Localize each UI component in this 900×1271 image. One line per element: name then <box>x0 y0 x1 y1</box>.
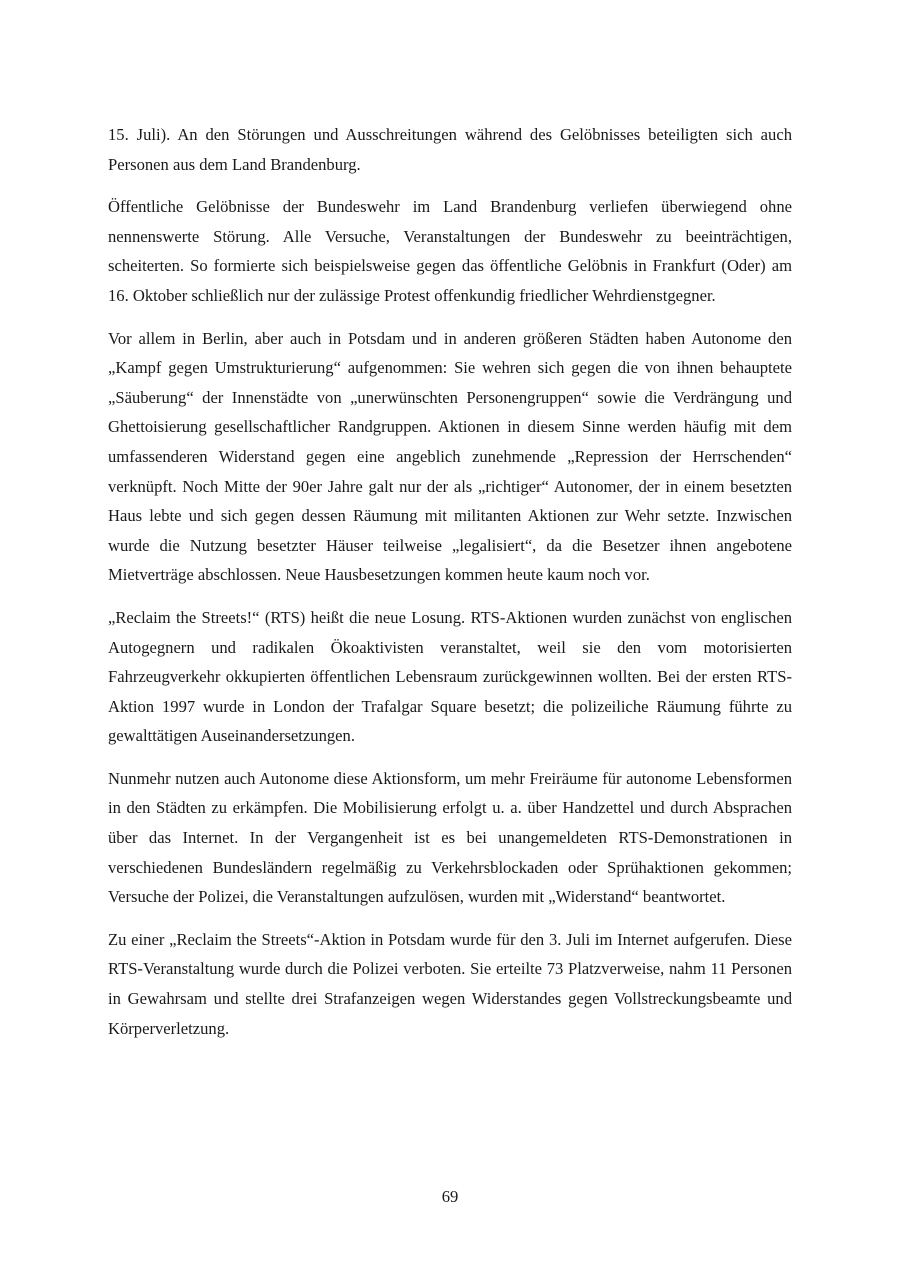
document-body <box>108 120 792 1056</box>
paragraph-rts-potsdam: Zu einer „Reclaim the Streets“-Aktion in Potsdam wurde für den 3. Juli im Internet aufgerufen. Diese RTS-Veranstaltung wurde durch die Polizei verboten. Sie erteilte 73 Platzverweise, nahm 11 Personen in Gewahrsam und stellte drei Strafanzeigen wegen Widerstandes gegen Vollstreckungsbeamte und Körperverletzung. <box>108 929 792 1038</box>
paragraph-umstrukturierung: Vor allem in Berlin, aber auch in Potsdam und in anderen größeren Städten haben Autonome den „Kampf gegen Umstrukturierung“ aufgenommen: Sie wehren sich gegen die von ihnen behauptete „Säuberung“ der Innenstädte von „unerwünschten Personengruppen“ sowie die Verdrängung und Ghettoisierung gesellschaftlicher Randgruppen. Aktionen in diesem Sinne werden häufig mit dem umfassenderen Widerstand gegen eine angeblich zunehmende „Repression der Herrschenden“ verknüpft. Noch Mitte der 90er Jahre galt nur der als „richtiger“ Autonomer, der in einem besetzten Haus lebte und sich gegen dessen Räumung mit militanten Aktionen zur Wehr setzte. Inzwischen wurde die Nutzung besetzter Häuser teilweise „legalisiert“, da die Besetzer ihnen angebotene Mietverträge abschlossen. Neue Hausbesetzungen kommen heute kaum noch vor. <box>108 328 792 585</box>
page-number: 69 <box>441 1187 459 1206</box>
paragraph-aktionsform-autonome: Nunmehr nutzen auch Autonome diese Aktionsform, um mehr Freiräume für autonome Lebensformen in den Städten zu erkämpfen. Die Mobilisierung erfolgt u. a. über Handzettel und durch Absprachen über das Internet. In der Vergangenheit ist es bei unangemeldeten RTS-Demonstrationen in verschiedenen Bundesländern regelmäßig zu Verkehrsblockaden oder Sprühaktionen gekommen; Versuche der Polizei, die Veranstaltungen aufzulösen, wurden mit „Widerstand“ beantwortet. <box>108 768 792 907</box>
paragraph-gelobnis-berlin: 15. Juli). An den Störungen und Ausschreitungen während des Gelöbnisses beteiligten sich auch Personen aus dem Land Brandenburg. <box>108 125 792 174</box>
paragraph-gelobnisse-brandenburg: Öffentliche Gelöbnisse der Bundeswehr im Land Brandenburg verliefen überwiegend ohne nennenswerte Störung. Alle Versuche, Veranstaltungen der Bundeswehr zu beeinträchtigen, scheiterten. So formierte sich beispielsweise gegen das öffentliche Gelöbnis in Frankfurt (Oder) am 16. Oktober schließlich nur der zulässige Protest offenkundig friedlicher Wehrdienstgegner. <box>108 197 792 305</box>
paragraph-reclaim-the-streets: „Reclaim the Streets!“ (RTS) heißt die neue Losung. RTS-Aktionen wurden zunächst von englischen Autogegnern und radikalen Ökoaktivisten veranstaltet, weil sie den vom motorisierten Fahrzeugverkehr okkupierten öffentlichen Lebensraum zurückgewinnen wollten. Bei der ersten RTS-Aktion 1997 wurde in London der Trafalgar Square besetzt; die polizeiliche Räumung führte zu gewalttätigen Auseinandersetzungen. <box>108 607 792 746</box>
